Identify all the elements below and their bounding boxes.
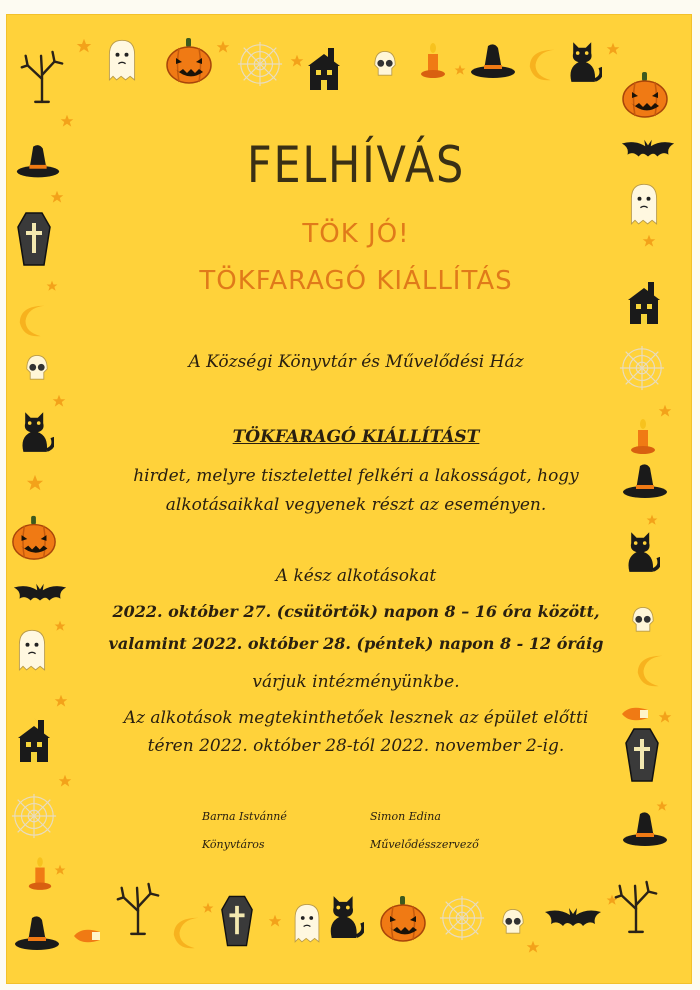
star-icon: [60, 114, 74, 128]
star-icon: [54, 694, 68, 708]
pumpkin-icon: [10, 514, 58, 562]
haunted-house-icon: [624, 276, 664, 326]
poster-content: [86, 14, 626, 984]
skull-icon: [626, 604, 660, 638]
tree-icon: [18, 44, 66, 106]
moon-icon: [16, 300, 54, 338]
star-icon: [642, 234, 656, 248]
cat-icon: [18, 410, 54, 456]
expect-line: várjuk intézményünkbe.: [252, 672, 460, 692]
coffin-icon: [624, 726, 660, 784]
signature-role-2: Művelődésszervező: [370, 838, 479, 851]
view-line-2: téren 2022. október 28-tól 2022. november 2-ig.: [147, 736, 565, 756]
star-icon: [26, 474, 44, 492]
poster-subtitle-1: TÖK JÓ!: [302, 219, 410, 249]
witch-hat-icon: [12, 914, 62, 954]
coffin-icon: [16, 210, 52, 268]
exhibit-name: TÖKFARAGÓ KIÁLLÍTÁST: [232, 427, 480, 447]
view-line-1: Az alkotások megtekinthetőek lesznek az épület előtti: [123, 708, 589, 728]
star-icon: [58, 774, 72, 788]
signature-role-1: Könyvtáros: [202, 838, 265, 851]
date-line-2: valamint 2022. október 28. (péntek) napon 8 - 12 óráig: [108, 634, 604, 653]
date-line-1: 2022. október 27. (csütörtök) napon 8 – 16 óra között,: [112, 602, 600, 621]
witch-hat-icon: [14, 142, 62, 182]
spiderweb-icon: [10, 792, 58, 840]
star-icon: [658, 404, 672, 418]
witch-hat-icon: [620, 462, 670, 502]
signature-name-1: Barna Istvánné: [202, 810, 287, 823]
star-icon: [46, 280, 58, 292]
skull-icon: [20, 352, 54, 386]
bat-icon: [620, 136, 676, 164]
star-icon: [656, 800, 668, 812]
cat-icon: [624, 530, 660, 576]
ghost-icon: [14, 628, 50, 674]
signature-name-2: Simon Edina: [370, 810, 441, 823]
invite-line-1: hirdet, melyre tisztelettel felkéri a lakosságot, hogy: [133, 466, 579, 486]
star-icon: [52, 394, 66, 408]
ghost-icon: [626, 182, 662, 228]
pumpkin-icon: [620, 70, 670, 120]
poster-title: FELHÍVÁS: [246, 136, 466, 194]
candle-icon: [26, 856, 54, 894]
haunted-house-icon: [14, 714, 54, 764]
witch-hat-icon: [620, 810, 670, 850]
star-icon: [658, 710, 672, 724]
star-icon: [54, 620, 66, 632]
star-icon: [54, 864, 66, 876]
invite-line-2: alkotásaikkal vegyenek részt az eseményen.: [165, 495, 547, 515]
candle-icon: [628, 418, 658, 458]
star-icon: [646, 514, 658, 526]
organizer-text: A Községi Könyvtár és Művelődési Ház: [188, 352, 524, 372]
moon-icon: [634, 650, 672, 688]
poster-subtitle-2: TÖKFARAGÓ KIÁLLÍTÁS: [199, 266, 513, 296]
works-intro: A kész alkotásokat: [275, 566, 437, 586]
bat-icon: [12, 580, 68, 608]
star-icon: [50, 190, 64, 204]
poster-page: [6, 14, 692, 984]
